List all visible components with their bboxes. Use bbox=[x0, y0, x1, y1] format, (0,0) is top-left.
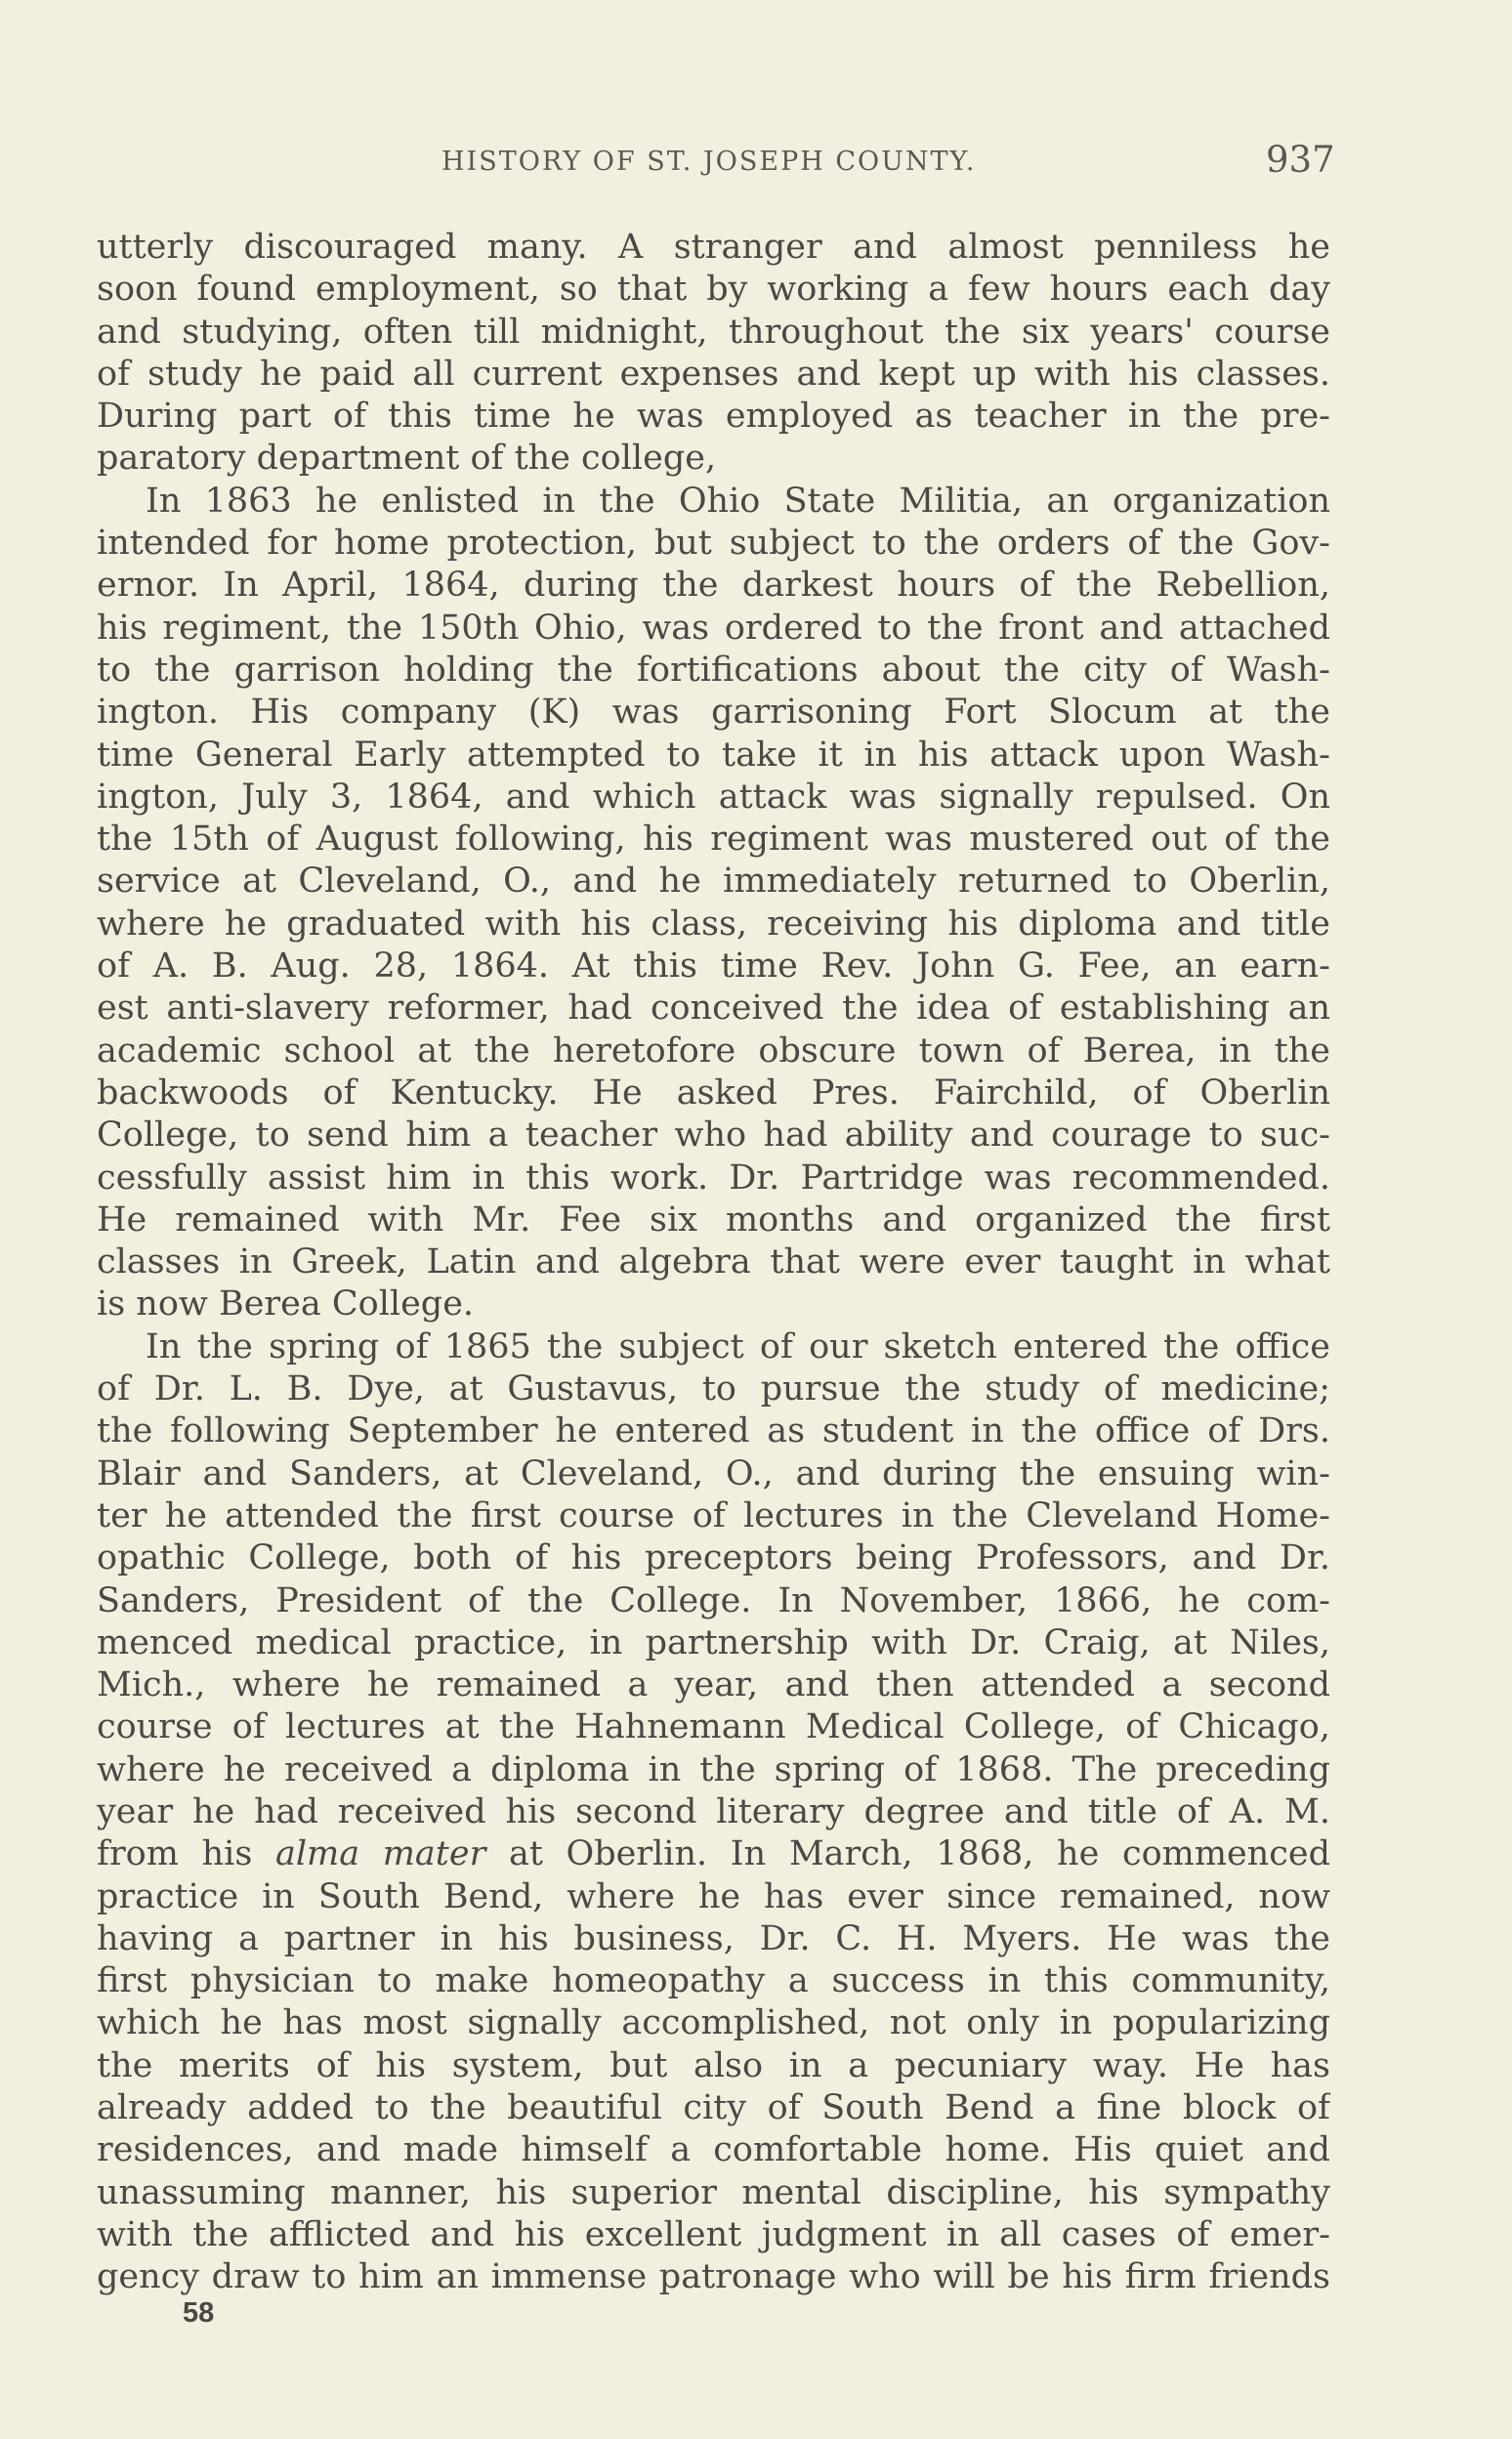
text-line: ter he attended the first course of lectures in the Cleveland Home- bbox=[97, 1495, 1330, 1535]
text-line: his regiment, the 150th Ohio, was ordered to the front and attached bbox=[97, 608, 1330, 648]
text-line: first physician to make homeopathy a success in this community, bbox=[97, 1961, 1330, 2001]
text-line: utterly discouraged many. A stranger and almost penniless he bbox=[97, 228, 1330, 267]
text-line: year he had received his second literary degree and title of A. M. bbox=[97, 1791, 1330, 1831]
text-line: is now Berea College. bbox=[97, 1284, 475, 1325]
text-line: time General Early attempted to take it in his attack upon Wash- bbox=[97, 735, 1330, 775]
text-line: having a partner in his business, Dr. C. H. Myers. He was the bbox=[97, 1918, 1330, 1958]
text-line: to the garrison holding the fortifications about the city of Wash- bbox=[97, 650, 1330, 690]
text-line: College, to send him a teacher who had ability and courage to suc- bbox=[97, 1115, 1330, 1156]
text-line: service at Cleveland, O., and he immediately returned to Oberlin, bbox=[97, 862, 1330, 902]
text-line: with the afflicted and his excellent judgment in all cases of emer- bbox=[97, 2214, 1330, 2254]
text-line: ernor. In April, 1864, during the darkest hours of the Rebellion, bbox=[97, 566, 1330, 606]
text-line: opathic College, both of his preceptors being Professors, and Dr. bbox=[97, 1538, 1330, 1578]
body-text bbox=[97, 227, 1330, 2299]
text-line: practice in South Bend, where he has ever since remained, now bbox=[97, 1876, 1330, 1916]
page-header bbox=[0, 139, 1512, 186]
text-line: of A. B. Aug. 28, 1864. At this time Rev. John G. Fee, an earn- bbox=[97, 946, 1330, 987]
text-line: which he has most signally accomplished, not only in popularizing bbox=[97, 2003, 1330, 2043]
text-line: and studying, often till midnight, throughout the six years' course bbox=[97, 312, 1330, 352]
text-line: unassuming manner, his superior mental discipline, his sympathy bbox=[97, 2172, 1330, 2212]
italic-phrase: alma mater bbox=[274, 1834, 486, 1874]
text-line: During part of this time he was employed as teacher in the pre- bbox=[97, 397, 1330, 437]
text-line: cessfully assist him in this work. Dr. Partridge was recommended. bbox=[97, 1157, 1330, 1198]
text-line: est anti-slavery reformer, had conceived the idea of establishing an bbox=[97, 988, 1330, 1029]
text-line: residences, and made himself a comfortable home. His quiet and bbox=[97, 2130, 1330, 2170]
text-line: Blair and Sanders, at Cleveland, O., and during the ensuing win- bbox=[97, 1453, 1330, 1493]
text-line: intended for home protection, but subject to the orders of the Gov- bbox=[97, 524, 1330, 564]
text-line: already added to the beautiful city of South Bend a fine block of bbox=[97, 2088, 1330, 2128]
text-line: of study he paid all current expenses and kept up with his classes. bbox=[97, 354, 1330, 394]
text-line: of Dr. L. B. Dye, at Gustavus, to pursue the study of medicine; bbox=[97, 1369, 1330, 1409]
text-line: backwoods of Kentucky. He asked Pres. Fairchild, of Oberlin bbox=[97, 1072, 1330, 1113]
text-line: classes in Greek, Latin and algebra that were ever taught in what bbox=[97, 1242, 1330, 1283]
text-line: gency draw to him an immense patronage who will be his firm friends bbox=[97, 2257, 1330, 2297]
text-line: where he graduated with his class, receiving his diploma and title bbox=[97, 904, 1330, 944]
text-line: Mich., where he remained a year, and then attended a second bbox=[97, 1665, 1330, 1705]
text-line: paratory department of the college, bbox=[97, 439, 717, 479]
text-line: where he received a diploma in the spring of 1868. The preceding bbox=[97, 1749, 1330, 1789]
text-line: In 1863 he enlisted in the Ohio State Militia, an organization bbox=[146, 481, 1330, 521]
page-number: 937 bbox=[1266, 139, 1335, 181]
text-line: course of lectures at the Hahnemann Medical College, of Chicago, bbox=[97, 1707, 1330, 1747]
text-line: menced medical practice, in partnership with Dr. Craig, at Niles, bbox=[97, 1622, 1330, 1662]
text-line bbox=[97, 1833, 1330, 1875]
signature-mark: 58 bbox=[183, 2297, 215, 2329]
text-line: ington. His company (K) was garrisoning Fort Slocum at the bbox=[97, 693, 1330, 733]
text-segment: from his bbox=[97, 1834, 275, 1874]
text-line: academic school at the heretofore obscure town of Berea, in the bbox=[97, 1030, 1330, 1071]
text-line: the following September he entered as student in the office of Drs. bbox=[97, 1411, 1330, 1451]
text-segment: at Oberlin. In March, 1868, he commenced bbox=[485, 1834, 1330, 1874]
text-line: ington, July 3, 1864, and which attack was signally repulsed. On bbox=[97, 777, 1330, 817]
text-line: In the spring of 1865 the subject of our sketch entered the office bbox=[146, 1326, 1330, 1367]
text-line: the merits of his system, but also in a pecuniary way. He has bbox=[97, 2045, 1330, 2085]
text-line: soon found employment, so that by working a few hours each day bbox=[97, 270, 1330, 310]
text-line: He remained with Mr. Fee six months and organized the first bbox=[97, 1199, 1330, 1240]
running-head: HISTORY OF ST. JOSEPH COUNTY. bbox=[441, 147, 977, 177]
text-line: Sanders, President of the College. In November, 1866, he com- bbox=[97, 1580, 1330, 1620]
text-line: the 15th of August following, his regiment was mustered out of the bbox=[97, 820, 1330, 860]
